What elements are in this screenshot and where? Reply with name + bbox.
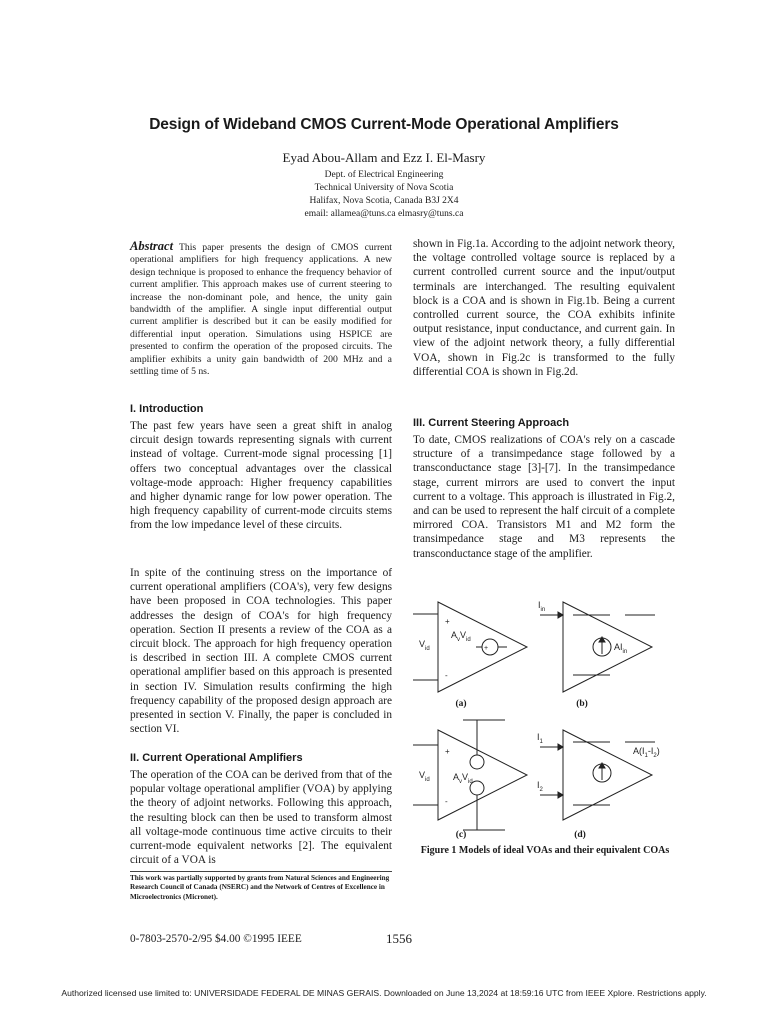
footnote: This work was partially supported by grants from Natural Sciences and Engineering Research Council of Canada (NSERC) and the Network of Centres of Excellence in Microelectronics (Micronet). xyxy=(130,874,390,901)
intro-paragraph-1: The past few years have seen a great shift in analog circuit design towards representing signals with current instead of voltage. Current-mode signal processing [1] offers two conceptual advantages over the classical voltage-mode approach: Higher frequency capabilities and higher dynamic range for low power operation. The high frequency capability of current-mode circuits stems from the low impedance level of these circuits. xyxy=(130,420,392,532)
coa-gain-label: $AI_{in}$ xyxy=(614,642,628,655)
voa-vid-label: $V_{id}$ xyxy=(419,639,430,652)
coa-input-arrow xyxy=(558,612,563,618)
page-number: 1556 xyxy=(386,931,412,946)
footnote-rule xyxy=(130,871,392,872)
affiliation-university: Technical University of Nova Scotia xyxy=(314,183,454,193)
affiliation-address: Halifax, Nova Scotia, Canada B3J 2X4 xyxy=(309,196,459,206)
abstract xyxy=(130,240,392,378)
diff-voa-source-1 xyxy=(470,755,484,769)
diff-voa-minus: - xyxy=(445,797,448,806)
figure-caption: Figure 1 Models of ideal VOAs and their equivalent COAs xyxy=(420,845,670,856)
paper-title: Design of Wideband CMOS Current-Mode Operational Amplifiers xyxy=(149,116,619,133)
affiliation-email: email: allamea@tuns.ca elmasry@tuns.ca xyxy=(304,209,464,219)
figure-1 xyxy=(405,590,675,840)
voa-gain-label: $A_vV_{id}$ xyxy=(451,630,471,643)
figure-1c-diff-voa xyxy=(413,720,527,830)
intro-heading: I. Introduction xyxy=(130,403,204,415)
figure-label-a: (a) xyxy=(455,699,467,709)
diff-voa-triangle xyxy=(438,730,527,820)
isbn-line: 0-7803-2570-2/95 $4.00 ©1995 IEEE xyxy=(130,933,302,945)
diff-coa-in-1-arrow xyxy=(558,744,563,750)
diff-coa-i2-label: $I_2$ xyxy=(537,780,543,793)
diff-voa-gain-label: $A_vV_{id}$ xyxy=(453,772,473,785)
diff-voa-plus: + xyxy=(445,747,450,756)
diff-coa-triangle xyxy=(563,730,652,820)
coa-iin-label: $I_{in}$ xyxy=(538,600,546,613)
figure-1d-diff-coa xyxy=(537,730,660,820)
voa-minus-label: - xyxy=(445,671,448,680)
license-notice: Authorized licensed use limited to: UNIVERSIDADE FEDERAL DE MINAS GERAIS. Downloaded on June 13,2024 at 18:59:16 UTC from IEEE Xplore. Restrictions apply. xyxy=(61,988,707,998)
voa-source-plus: + xyxy=(484,645,489,652)
diff-voa-vid-label: $V_{id}$ xyxy=(419,770,430,783)
figure-label-d: (d) xyxy=(574,830,586,840)
intro-paragraph-2: In spite of the continuing stress on the importance of current operational amplifiers (COA's), very few designs have been proposed in COA technologies. This paper addresses the design of COA's for high frequency operation. Section II presents a review of the COA as a circuit block. The approach for high frequency operation is described in section III. A complete CMOS current operational amplifier based on this approach is presented in section IV. Simulation results confirming the high frequency capability of the proposed design approach are presented in section V. Finally, the paper is concluded in section VI. xyxy=(130,567,392,736)
diff-coa-gain-label: $A(I_1-I_2)$ xyxy=(633,746,660,759)
abstract-label: Abstract xyxy=(130,239,174,253)
right-paragraph-1: shown in Fig.1a. According to the adjoint network theory, the voltage controlled voltage source is replaced by a current controlled current source and the input/output terminals are interchanged. The resulting equivalent block is a COA and is shown in Fig.1b. Being a current controlled current source, the COA exhibits infinite output resistance, input conductance, and current gain. In view of the adjoint network theory, a fully differential VOA, shown in Fig.2c is transformed to the fully differential COA is shown in Fig.2d. xyxy=(413,238,675,378)
figure-label-b: (b) xyxy=(576,699,588,709)
figure-label-c: (c) xyxy=(455,830,467,840)
abstract-text: This paper presents the design of CMOS current operational amplifiers for high frequency applications. A new design technique is proposed to enhance the frequency behavior of current amplifier. This approach makes use of current steering to increase the non-dominant pole, and hence, the unity gain bandwidth of the amplifier. A single input differential output current amplifier is described but it can be easily modified for differential input operation. Simulations using HSPICE are presented to confirm the operation of the proposed circuits. The amplifier exhibits a unity gain bandwidth of 200 MHz and a settling time of 5 ns. xyxy=(130,242,393,378)
figure-1b-coa xyxy=(538,600,655,692)
section3-heading: III. Current Steering Approach xyxy=(413,417,570,429)
affiliation-dept: Dept. of Electrical Engineering xyxy=(324,170,444,180)
voa-plus-label: + xyxy=(445,617,450,626)
figure-1a-voa xyxy=(413,602,527,692)
authors: Eyad Abou-Allam and Ezz I. El-Masry xyxy=(282,150,486,165)
diff-coa-in-2-arrow xyxy=(558,792,563,798)
section3-paragraph: To date, CMOS realizations of COA's rely on a cascade structure of a transimpedance stage followed by a transconductance stage [3]-[7]. In the transimpedance stage, current mirrors are used to convert the input current to a voltage. This approach is illustrated in Fig.2, and can be used to represent the half circuit of a complete mirrored COA. Transistors M1 and M2 form the transimpedance stage and M3 represents the transconductance stage of the amplifier. xyxy=(413,434,675,560)
section2-heading: II. Current Operational Amplifiers xyxy=(130,752,303,764)
section2-paragraph: The operation of the COA can be derived from that of the popular voltage operational amplifier (VOA) by applying the theory of adjoint networks. Following this approach, the resulting block can then be used to transform almost all voltage-mode continuous time active circuits to their current-mode equivalent networks [2]. The equivalent circuit of a VOA is xyxy=(130,769,392,867)
diff-coa-i1-label: $I_1$ xyxy=(537,732,543,745)
